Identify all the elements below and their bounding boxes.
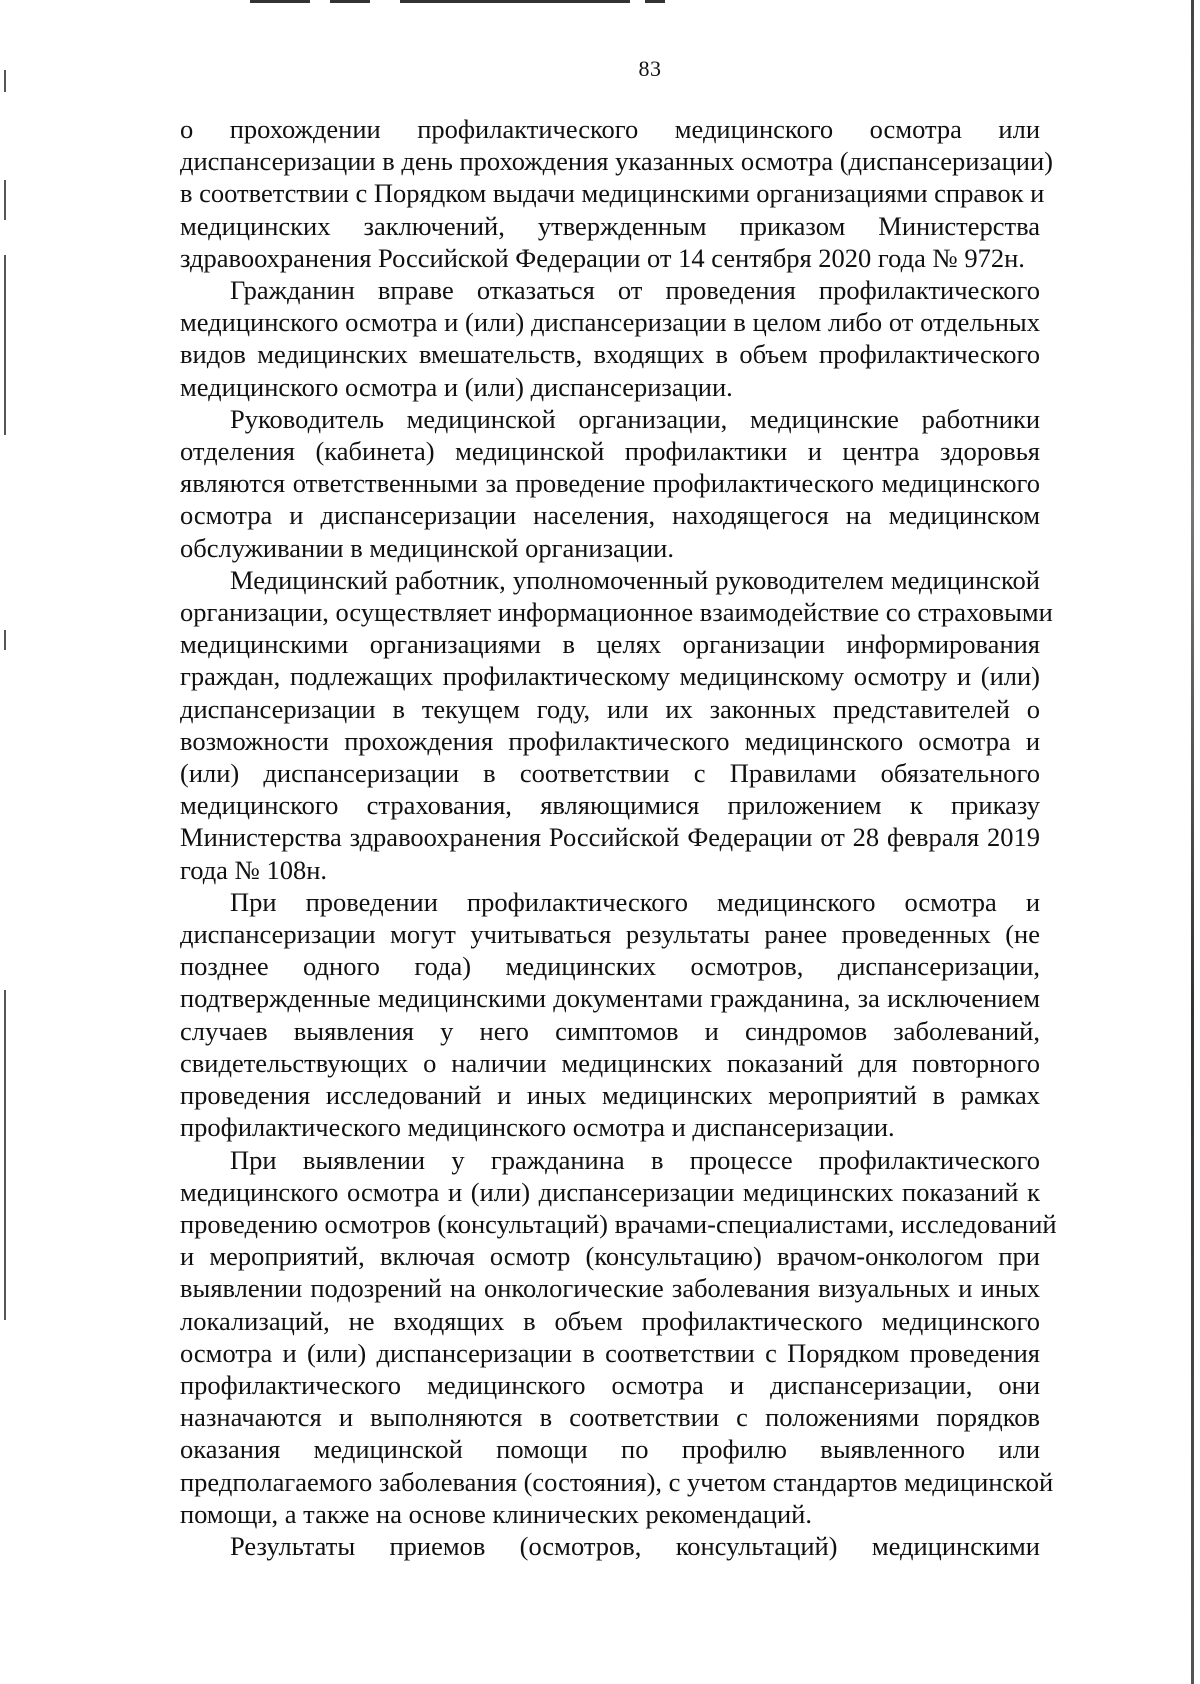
text-line: Медицинский работник, уполномоченный руководителем медицинской bbox=[230, 564, 1040, 595]
text-line: позднее одного года) медицинских осмотров, диспансеризации, bbox=[180, 951, 1040, 982]
text-line: здравоохранения Российской Федерации от 14 сентября 2020 года № 972н. bbox=[180, 242, 1025, 273]
text-line: диспансеризации могут учитываться результаты ранее проведенных (не bbox=[180, 919, 1040, 950]
text-line: медицинского страхования, являющимися приложением к приказу bbox=[180, 790, 1040, 821]
scan-top-artifact bbox=[250, 0, 690, 6]
scan-margin-artifact bbox=[4, 70, 8, 1470]
text-line: Результаты приемов (осмотров, консультаций) медицинскими bbox=[230, 1530, 1040, 1561]
text-line: диспансеризации в текущем году, или их законных представителей о bbox=[180, 693, 1040, 724]
text-line: проведению осмотров (консультаций) врачами-специалистами, исследований bbox=[180, 1208, 1057, 1239]
text-line: граждан, подлежащих профилактическому медицинскому осмотру и (или) bbox=[180, 661, 1040, 692]
text-line: года № 108н. bbox=[180, 854, 328, 885]
text-line: Министерства здравоохранения Российской Федерации от 28 февраля 2019 bbox=[180, 822, 1040, 853]
text-line: медицинского осмотра и (или) диспансеризации в целом либо от отдельных bbox=[180, 307, 1040, 338]
text-line: случаев выявления у него симптомов и синдромов заболеваний, bbox=[180, 1015, 1040, 1046]
text-line: помощи, а также на основе клинических рекомендаций. bbox=[180, 1498, 812, 1529]
text-line: о прохождении профилактического медицинского осмотра или bbox=[180, 114, 1040, 144]
text-line: локализаций, не входящих в объем профилактического медицинского bbox=[180, 1305, 1040, 1336]
text-line: медицинскими организациями в целях организации информирования bbox=[180, 629, 1040, 660]
text-line: выявлении подозрений на онкологические заболевания визуальных и иных bbox=[180, 1273, 1040, 1304]
text-line: (или) диспансеризации в соответствии с Правилами обязательного bbox=[180, 758, 1040, 789]
paragraph bbox=[180, 886, 1120, 1144]
text-line: предполагаемого заболевания (состояния), с учетом стандартов медицинской bbox=[180, 1466, 1054, 1497]
text-line: профилактического медицинского осмотра и диспансеризации, они bbox=[180, 1369, 1040, 1400]
scan-edge-artifact bbox=[1191, 0, 1194, 1684]
text-line: медицинских заключений, утвержденным приказом Министерства bbox=[180, 210, 1040, 241]
paragraph bbox=[180, 274, 1120, 403]
paragraph bbox=[180, 403, 1120, 564]
text-line: организации, осуществляет информационное взаимодействие со страховыми bbox=[180, 597, 1053, 628]
text-line: отделения (кабинета) медицинской профилактики и центра здоровья bbox=[180, 436, 1040, 467]
text-line: медицинского осмотра и (или) диспансеризации медицинских показаний к bbox=[180, 1176, 1040, 1207]
text-line: осмотра и диспансеризации населения, находящегося на медицинском bbox=[180, 500, 1040, 531]
page-number: 83 bbox=[638, 56, 662, 81]
text-line: свидетельствующих о наличии медицинских показаний для повторного bbox=[180, 1047, 1040, 1078]
text-line: профилактического медицинского осмотра и диспансеризации. bbox=[180, 1112, 895, 1143]
text-line: подтвержденные медицинскими документами гражданина, за исключением bbox=[180, 983, 1040, 1014]
text-line: проведения исследований и иных медицинских мероприятий в рамках bbox=[180, 1080, 1040, 1111]
text-line: Руководитель медицинской организации, медицинские работники bbox=[230, 403, 1040, 434]
text-line: возможности прохождения профилактического медицинского осмотра и bbox=[180, 725, 1040, 756]
paragraph bbox=[180, 1144, 1120, 1530]
paragraph bbox=[180, 564, 1120, 886]
text-line: и мероприятий, включая осмотр (консультацию) врачом-онкологом при bbox=[180, 1241, 1040, 1272]
document-body bbox=[180, 113, 1120, 1562]
text-line: в соответствии с Порядком выдачи медицинскими организациями справок и bbox=[180, 178, 1045, 209]
text-line: медицинского осмотра и (или) диспансеризации. bbox=[180, 371, 733, 402]
text-line: Гражданин вправе отказаться от проведения профилактического bbox=[230, 275, 1040, 306]
text-line: оказания медицинской помощи по профилю выявленного или bbox=[180, 1434, 1040, 1465]
text-line: назначаются и выполняются в соответствии с положениями порядков bbox=[180, 1402, 1040, 1433]
text-line: диспансеризации в день прохождения указанных осмотра (диспансеризации) bbox=[180, 146, 1053, 177]
paragraph bbox=[180, 1530, 1120, 1562]
text-line: видов медицинских вмешательств, входящих в объем профилактического bbox=[180, 339, 1040, 370]
text-line: обслуживании в медицинской организации. bbox=[180, 532, 674, 563]
paragraph bbox=[180, 113, 1120, 274]
text-line: При выявлении у гражданина в процессе профилактического bbox=[230, 1144, 1040, 1175]
text-line: При проведении профилактического медицинского осмотра и bbox=[230, 886, 1040, 917]
text-line: осмотра и (или) диспансеризации в соответствии с Порядком проведения bbox=[180, 1337, 1040, 1368]
text-line: являются ответственными за проведение профилактического медицинского bbox=[180, 468, 1040, 499]
